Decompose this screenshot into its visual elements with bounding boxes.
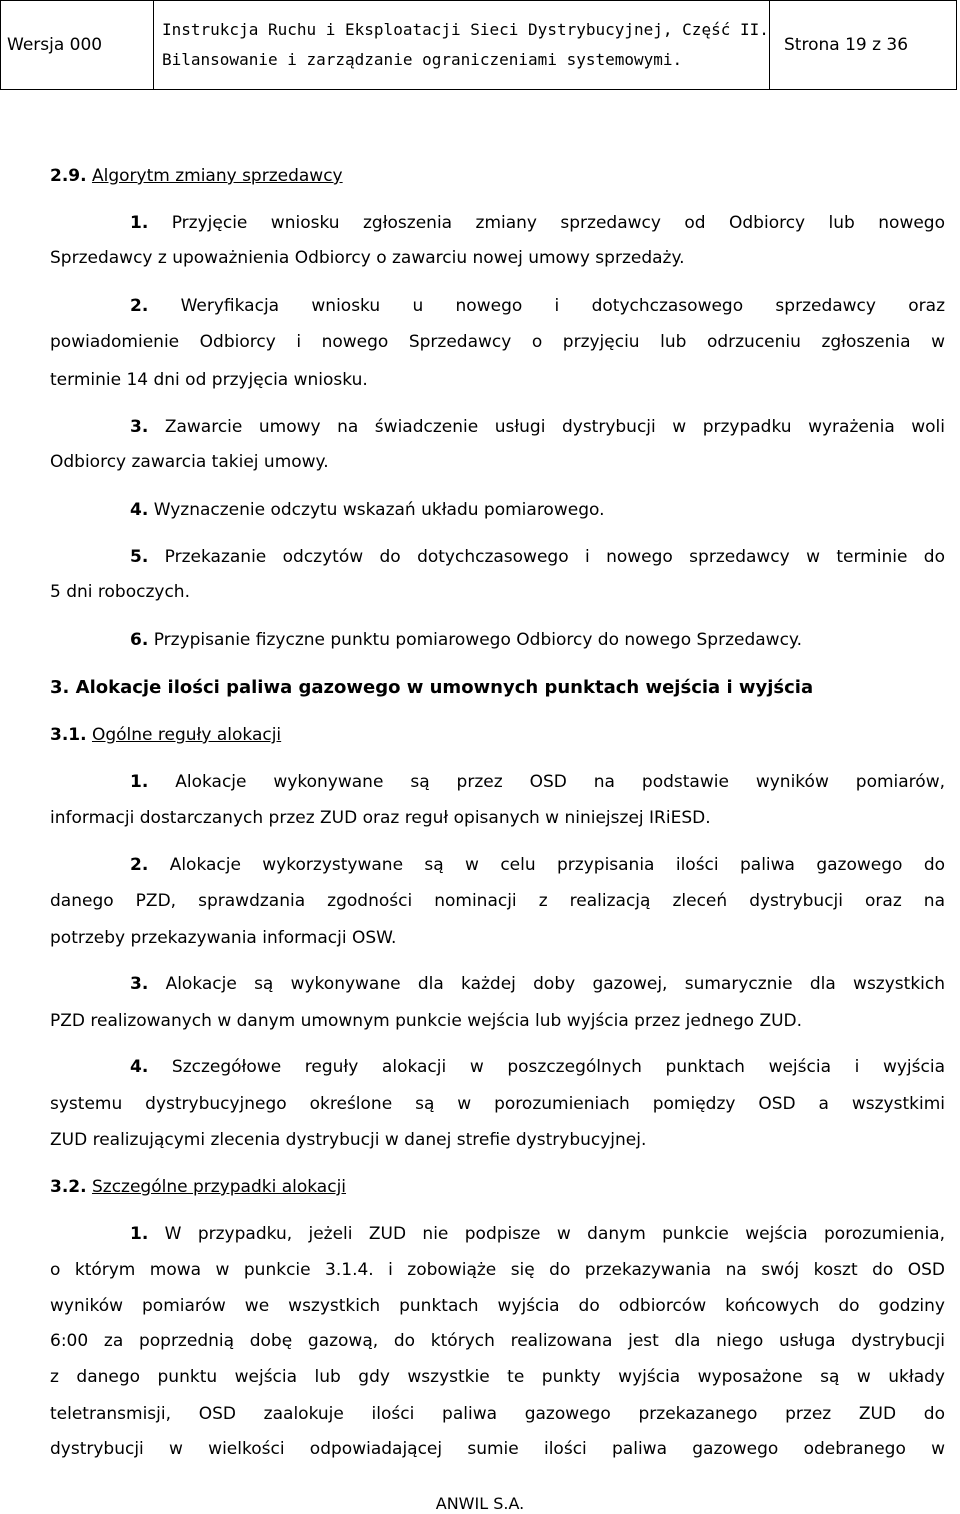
rule-2-line-1 xyxy=(130,854,945,876)
step-1-line-1 xyxy=(130,212,945,234)
step-6-line-1 xyxy=(130,629,802,651)
rule-3-line-1 xyxy=(130,973,945,995)
step-number: 2. xyxy=(130,296,149,316)
rule-2-line-3: potrzeby przekazywania informacji OSW. xyxy=(50,928,397,948)
header-page xyxy=(770,1,956,89)
case-1-line-5: z danego punktu wejścia lub gdy wszystkie te punkty wyjścia wyposażone są w układy xyxy=(50,1367,945,1387)
header-title xyxy=(154,1,770,89)
section-number: 2.9. xyxy=(50,166,87,186)
case-1-line-3: wyników pomiarów we wszystkich punktach wyjścia do odbiorców końcowych do godziny xyxy=(50,1296,945,1316)
section-3-1-heading xyxy=(50,724,281,746)
section-3-2-heading xyxy=(50,1176,346,1198)
rule-text: Alokacje są wykonywane dla każdej doby gazowej, sumarycznie dla wszystkich xyxy=(165,974,946,994)
rule-2-line-2: danego PZD, sprawdzania zgodności nominacji z realizacją zleceń dystrybucji oraz na xyxy=(50,891,945,911)
step-text: Przyjęcie wniosku zgłoszenia zmiany sprzedawcy od Odbiorcy lub nowego xyxy=(171,213,945,233)
header-title-line2: Bilansowanie i zarządzanie ograniczeniami systemowymi. xyxy=(162,50,683,69)
step-number: 3. xyxy=(130,417,149,437)
step-5-line-1 xyxy=(130,546,945,568)
step-2-line-3: terminie 14 dni od przyjęcia wniosku. xyxy=(50,370,368,390)
section-2-9-heading xyxy=(50,165,343,187)
case-text: W przypadku, jeżeli ZUD nie podpisze w danym punkcie wejścia porozumienia, xyxy=(164,1224,945,1244)
step-text: Przekazanie odczytów do dotychczasowego i nowego sprzedawcy w terminie do xyxy=(164,547,945,567)
case-1-line-6: teletransmisji, OSD zaalokuje ilości paliwa gazowego przekazanego przez ZUD do xyxy=(50,1404,945,1424)
section-title: Alokacje ilości paliwa gazowego w umownych punktach wejścia i wyjścia xyxy=(75,677,814,698)
header-version-text: Wersja 000 xyxy=(7,35,103,55)
step-text: Wyznaczenie odczytu wskazań układu pomiarowego. xyxy=(153,500,605,520)
section-number: 3.2. xyxy=(50,1177,87,1197)
step-2-line-1 xyxy=(130,295,945,317)
section-title: Ogólne reguły alokacji xyxy=(91,725,282,745)
step-text: Weryfikacja wniosku u nowego i dotychczasowego sprzedawcy oraz xyxy=(180,296,945,316)
case-1-line-1 xyxy=(130,1223,945,1245)
rule-number: 2. xyxy=(130,855,149,875)
step-number: 5. xyxy=(130,547,149,567)
section-title: Algorytm zmiany sprzedawcy xyxy=(91,166,343,186)
rule-number: 1. xyxy=(130,772,149,792)
step-1-line-2: Sprzedawcy z upoważnienia Odbiorcy o zawarciu nowej umowy sprzedaży. xyxy=(50,248,685,268)
rule-text: Szczegółowe reguły alokacji w poszczególnych punktach wejścia i wyjścia xyxy=(171,1057,945,1077)
step-number: 4. xyxy=(130,500,149,520)
case-number: 1. xyxy=(130,1224,149,1244)
step-4-line-1 xyxy=(130,499,605,521)
header-page-number: Strona 19 z 36 xyxy=(784,35,909,55)
step-text: Przypisanie fizyczne punktu pomiarowego Odbiorcy do nowego Sprzedawcy. xyxy=(153,630,802,650)
rule-1-line-2: informacji dostarczanych przez ZUD oraz reguł opisanych w niniejszej IRiESD. xyxy=(50,808,711,828)
step-3-line-2: Odbiorcy zawarcia takiej umowy. xyxy=(50,452,329,472)
rule-4-line-3: ZUD realizującymi zlecenia dystrybucji w danej strefie dystrybucyjnej. xyxy=(50,1130,647,1150)
page-header xyxy=(0,0,957,90)
header-title-line1: Instrukcja Ruchu i Eksploatacji Sieci Dystrybucyjnej, Część II. xyxy=(162,20,769,39)
header-version xyxy=(1,1,154,89)
section-number: 3. xyxy=(50,677,70,698)
rule-1-line-1 xyxy=(130,771,945,793)
case-1-line-4: 6:00 za poprzednią dobę gazową, do których realizowana jest dla niego usługa dystrybucji xyxy=(50,1331,945,1351)
section-3-heading xyxy=(50,677,813,699)
section-number: 3.1. xyxy=(50,725,87,745)
step-number: 1. xyxy=(130,213,149,233)
section-title: Szczególne przypadki alokacji xyxy=(91,1177,347,1197)
rule-number: 4. xyxy=(130,1057,149,1077)
case-1-line-2: o którym mowa w punkcie 3.1.4. i zobowiąże się do przekazywania na swój koszt do OSD xyxy=(50,1260,945,1280)
rule-text: Alokacje wykorzystywane są w celu przypisania ilości paliwa gazowego do xyxy=(169,855,946,875)
step-2-line-2: powiadomienie Odbiorcy i nowego Sprzedawcy o przyjęciu lub odrzuceniu zgłoszenia w xyxy=(50,332,945,352)
page-footer: ANWIL S.A. xyxy=(435,1494,525,1513)
step-number: 6. xyxy=(130,630,149,650)
rule-4-line-2: systemu dystrybucyjnego określone są w porozumieniach pomiędzy OSD a wszystkimi xyxy=(50,1094,945,1114)
rule-number: 3. xyxy=(130,974,149,994)
rule-3-line-2: PZD realizowanych w danym umownym punkcie wejścia lub wyjścia przez jednego ZUD. xyxy=(50,1011,803,1031)
step-5-line-2: 5 dni roboczych. xyxy=(50,582,190,602)
rule-4-line-1 xyxy=(130,1056,945,1078)
step-3-line-1 xyxy=(130,416,945,438)
case-1-line-7: dystrybucji w wielkości odpowiadającej sumie ilości paliwa gazowego odebranego w xyxy=(50,1439,945,1459)
step-text: Zawarcie umowy na świadczenie usługi dystrybucji w przypadku wyrażenia woli xyxy=(164,417,946,437)
rule-text: Alokacje wykonywane są przez OSD na podstawie wyników pomiarów, xyxy=(175,772,945,792)
